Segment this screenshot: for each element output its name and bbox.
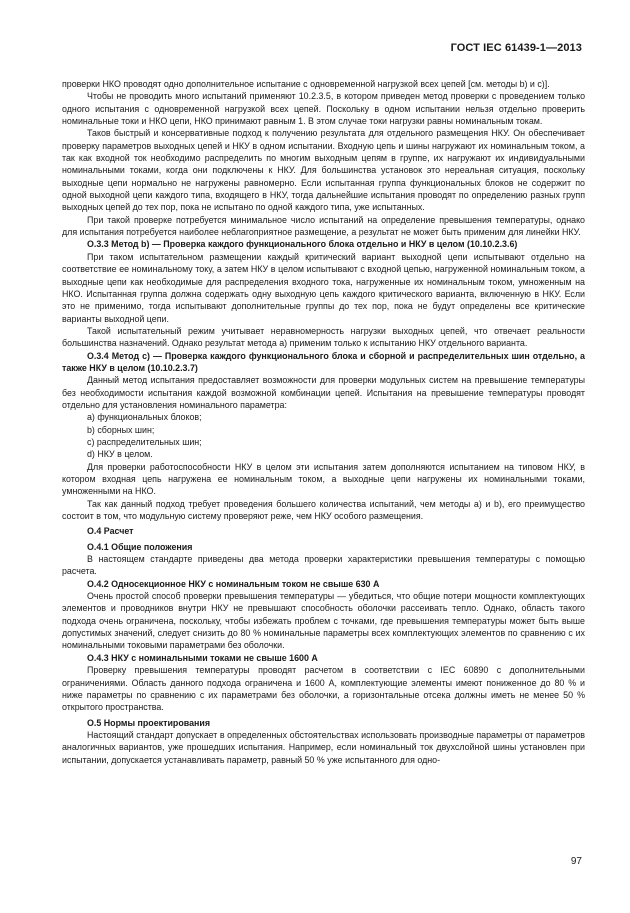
page-body <box>62 78 585 766</box>
section-heading: О.4 Расчет <box>87 526 134 537</box>
paragraph: При таком испытательном размещении каждый критический вариант выходной цепи испытывают отдельно на соответствие ее номинальному току, а затем НКУ в целом испытывают с входной цепью, нагруженной номинальным током, а выходные цепи как необходимые для распределения входного тока, нагруженные их номинальным током, умноженным на НКО. Испытанная группа должна содержать одну выходную цепь каждого критического варианта, включенную в НКУ. Если это не применимо, тогда испытывают дополнительные группы до тех пор, пока не будут определены все критические варианты выходной цепи. <box>62 251 585 324</box>
standard-header: ГОСТ IEC 61439-1—2013 <box>450 42 582 54</box>
list-item: d) НКУ в целом. <box>87 449 153 460</box>
list-item: с) распределительных шин; <box>87 436 202 447</box>
paragraph: Так как данный подход требует проведения большего количества испытаний, чем методы а) и b), его преимущество состоит в том, что модульную систему проверяют реже, чем НКУ особого размещения. <box>62 498 585 522</box>
paragraph: Настоящий стандарт допускает в определенных обстоятельствах использовать производные параметры от параметров аналогичных вариантов, уже прошедших испытания. Например, если номинальный ток двухслойной шины установлен при испытании, допускается устанавливать параметр, равный 50 % уже испытанного для одно- <box>62 729 585 765</box>
paragraph: При такой проверке потребуется минимальное число испытаний на определение превышения температуры, однако для испытания потребуется наиболее неблагоприятное размещение, а результат не может быть применим для линейки НКУ. <box>62 214 585 238</box>
section-heading: О.4.1 Общие положения <box>87 541 193 552</box>
paragraph: Данный метод испытания предоставляет возможности для проверки модульных систем на превышение температуры без необходимости испытания каждой возможной комбинации цепей. Испытания на превышение температуры проводят отдельно для установления номинального параметра: <box>62 375 585 410</box>
list-item: а) функциональных блоков; <box>87 412 202 423</box>
section-heading: О.4.3 НКУ с номинальными токами не свыше 1600 А <box>87 652 318 663</box>
paragraph: Чтобы не проводить много испытаний применяют 10.2.3.5, в котором приведен метод проверки с проведением только одного испытания с одновременной нагрузкой всех цепей. Поскольку в одном испытании нельзя отдельно проверить номинальные токи и НКО цепи, НКО принимают равным 1. В этом случае токи нагрузки равны номинальным токам. <box>62 91 585 127</box>
section-heading: О.5 Нормы проектирования <box>87 717 211 728</box>
section-heading: О.4.2 Односекционное НКУ с номинальным током не свыше 630 А <box>87 578 380 589</box>
paragraph: Таков быстрый и консервативные подход к получению результата для отдельного размещения НКУ. Он обеспечивает проверку параметров выходных цепей и НКУ в одном испытании. Входную цепь и шины нагружают их номинальным током, а так как входной ток необходимо распределить по многим выходным цепям в группе, их нагружают их индивидуальными номинальными токами, когда они подключены к НКУ. Для большинства установок это нереальная ситуация, поскольку выходные цепи нормально не нагружены равномерно. Если испытанная группа функциональных блоков не содержит по одной выходной цепи каждого типа, входящего в НКУ, тогда дальнейшие испытания проводят по определению разных групп выходных цепей до тех пор, пока не испытано по одной каждого типа, уже испытанных. <box>62 128 585 213</box>
paragraph: Такой испытательный режим учитывает неравномерность нагрузки выходных цепей, что отвечает реальности большинства назначений. Однако результат метода а) применим только к испытанию НКУ отдельного варианта. <box>62 325 585 349</box>
page-number: 97 <box>570 856 582 867</box>
paragraph: Для проверки работоспособности НКУ в целом эти испытания затем дополняются испытанием на типовом НКУ, в котором входная цепь нагружена ее номинальным током, а выходные цепи нагружены их номинальными токами, умноженными на НКО. <box>62 461 585 497</box>
paragraph: Проверку превышения температуры проводят расчетом в соответствии с IEC 60890 с дополнительными ограничениями. Область данного подхода ограничена и 1600 А, комплектующие элементы имеют пониженное до 80 % и ниже параметры по сравнению с их параметрами без оболочки, а горизонтальные отсека должны иметь не менее 50 % открытого пространства. <box>62 665 585 713</box>
paragraph: проверки НКО проводят одно дополнительное испытание с одновременной нагрузкой всех цепей [см. методы b) и с)]. <box>62 79 550 89</box>
paragraph: В настоящем стандарте приведены два метода проверки характеристики превышения температуры с помощью расчета. <box>62 554 585 577</box>
paragraph: Очень простой способ проверки превышения температуры — убедиться, что общие потери мощности комплектующих элементов и проводников внутри НКУ не превышают способность оболочки рассеивать тепло. Однако, область такого подхода очень ограничена, поскольку, чтобы избежать проблем с точками, где превышения температуры может быть выше допустимых значений, следует снизить до 80 % номинальные параметры всех комплектующих элементов по сравнению с их номинальными токовыми параметрами без оболочки. <box>62 591 585 651</box>
section-heading: О.3.3 Метод b) — Проверка каждого функционального блока отдельно и НКУ в целом (10.10.2.3.6) <box>87 239 518 250</box>
section-heading: О.3.4 Метод с) — Проверка каждого функционального блока и сборной и распределительных шин отдельно, а также НКУ в целом (10.10.2.3.7) <box>62 350 585 373</box>
list-item: b) сборных шин; <box>87 424 155 435</box>
